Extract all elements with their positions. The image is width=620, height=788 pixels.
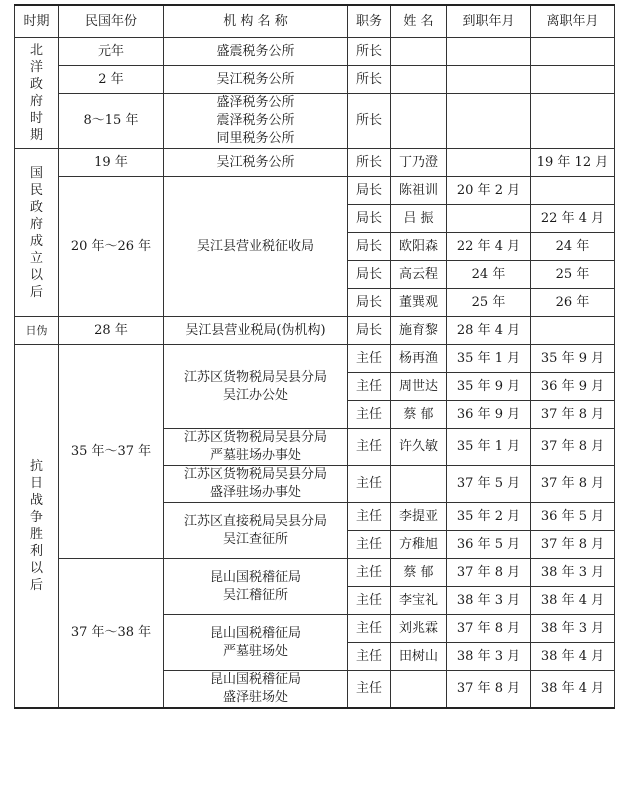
end-cell xyxy=(531,177,615,205)
header-period: 时期 xyxy=(15,5,59,38)
name-cell: 施育黎 xyxy=(391,317,447,345)
end-cell: 37 年 8 月 xyxy=(531,466,615,503)
start-cell: 38 年 3 月 xyxy=(447,643,531,671)
start-cell: 35 年 1 月 xyxy=(447,345,531,373)
name-cell: 欧阳森 xyxy=(391,233,447,261)
start-cell: 37 年 8 月 xyxy=(447,671,531,709)
period-cell: 日伪 xyxy=(15,317,59,345)
header-start: 到职年月 xyxy=(447,5,531,38)
year-cell: 35 年～37 年 xyxy=(59,345,164,559)
post-cell: 局长 xyxy=(348,289,391,317)
post-cell: 所长 xyxy=(348,149,391,177)
start-cell: 28 年 4 月 xyxy=(447,317,531,345)
org-cell: 江苏区直接税局吴县分局 吴江查征所 xyxy=(164,503,348,559)
name-cell: 方稚旭 xyxy=(391,531,447,559)
start-cell xyxy=(447,94,531,149)
start-cell: 38 年 3 月 xyxy=(447,587,531,615)
period-cell: 抗日战争胜利以后 xyxy=(15,345,59,709)
year-cell: 20 年～26 年 xyxy=(59,177,164,317)
start-cell: 35 年 2 月 xyxy=(447,503,531,531)
year-cell: 元年 xyxy=(59,38,164,66)
name-cell: 丁乃澄 xyxy=(391,149,447,177)
post-cell: 局长 xyxy=(348,233,391,261)
name-cell: 蔡 郁 xyxy=(391,559,447,587)
post-cell: 局长 xyxy=(348,317,391,345)
name-cell xyxy=(391,66,447,94)
header-post: 职务 xyxy=(348,5,391,38)
name-cell: 田树山 xyxy=(391,643,447,671)
header-name: 姓 名 xyxy=(391,5,447,38)
name-cell: 高云程 xyxy=(391,261,447,289)
org-cell: 吴江税务公所 xyxy=(164,66,348,94)
post-cell: 所长 xyxy=(348,94,391,149)
org-cell: 江苏区货物税局吴县分局 盛泽驻场办事处 xyxy=(164,466,348,503)
start-cell: 37 年 8 月 xyxy=(447,559,531,587)
table-row xyxy=(15,345,615,373)
org-cell: 江苏区货物税局吴县分局 严墓驻场办事处 xyxy=(164,429,348,466)
post-cell: 主任 xyxy=(348,559,391,587)
name-cell: 李提亚 xyxy=(391,503,447,531)
name-cell: 陈祖训 xyxy=(391,177,447,205)
name-cell: 周世达 xyxy=(391,373,447,401)
post-cell: 主任 xyxy=(348,615,391,643)
start-cell: 35 年 9 月 xyxy=(447,373,531,401)
table-row xyxy=(15,317,615,345)
start-cell: 20 年 2 月 xyxy=(447,177,531,205)
period-cell: 北洋政府时期 xyxy=(15,38,59,149)
org-cell: 昆山国税稽征局 严墓驻场处 xyxy=(164,615,348,671)
post-cell: 主任 xyxy=(348,503,391,531)
post-cell: 主任 xyxy=(348,401,391,429)
post-cell: 所长 xyxy=(348,38,391,66)
org-cell: 吴江县营业税局(伪机构) xyxy=(164,317,348,345)
post-cell: 主任 xyxy=(348,531,391,559)
header-row xyxy=(15,5,615,38)
name-cell: 李宝礼 xyxy=(391,587,447,615)
start-cell: 36 年 5 月 xyxy=(447,531,531,559)
post-cell: 主任 xyxy=(348,429,391,466)
post-cell: 主任 xyxy=(348,643,391,671)
name-cell xyxy=(391,94,447,149)
start-cell: 37 年 5 月 xyxy=(447,466,531,503)
end-cell: 36 年 5 月 xyxy=(531,503,615,531)
end-cell xyxy=(531,94,615,149)
header-end: 离职年月 xyxy=(531,5,615,38)
post-cell: 主任 xyxy=(348,587,391,615)
end-cell: 36 年 9 月 xyxy=(531,373,615,401)
table-row xyxy=(15,149,615,177)
org-cell: 吴江县营业税征收局 xyxy=(164,177,348,317)
name-cell xyxy=(391,671,447,709)
end-cell: 25 年 xyxy=(531,261,615,289)
post-cell: 主任 xyxy=(348,466,391,503)
start-cell xyxy=(447,205,531,233)
org-cell: 昆山国税稽征局 吴江稽征所 xyxy=(164,559,348,615)
start-cell: 35 年 1 月 xyxy=(447,429,531,466)
start-cell: 25 年 xyxy=(447,289,531,317)
end-cell: 38 年 3 月 xyxy=(531,615,615,643)
end-cell: 26 年 xyxy=(531,289,615,317)
org-cell: 吴江税务公所 xyxy=(164,149,348,177)
name-cell: 刘兆霖 xyxy=(391,615,447,643)
org-cell: 昆山国税稽征局 盛泽驻场处 xyxy=(164,671,348,709)
name-cell: 吕 振 xyxy=(391,205,447,233)
header-year: 民国年份 xyxy=(59,5,164,38)
start-cell: 36 年 9 月 xyxy=(447,401,531,429)
start-cell: 24 年 xyxy=(447,261,531,289)
end-cell: 35 年 9 月 xyxy=(531,345,615,373)
table-row xyxy=(15,177,615,205)
table-row xyxy=(15,94,615,149)
year-cell: 37 年～38 年 xyxy=(59,559,164,709)
end-cell: 37 年 8 月 xyxy=(531,531,615,559)
name-cell xyxy=(391,466,447,503)
post-cell: 所长 xyxy=(348,66,391,94)
post-cell: 主任 xyxy=(348,373,391,401)
end-cell: 24 年 xyxy=(531,233,615,261)
post-cell: 局长 xyxy=(348,177,391,205)
end-cell: 38 年 4 月 xyxy=(531,671,615,709)
end-cell xyxy=(531,317,615,345)
post-cell: 局长 xyxy=(348,205,391,233)
start-cell xyxy=(447,149,531,177)
name-cell: 杨再渔 xyxy=(391,345,447,373)
end-cell xyxy=(531,66,615,94)
name-cell: 董巽观 xyxy=(391,289,447,317)
table-row xyxy=(15,559,615,587)
org-cell: 盛震税务公所 xyxy=(164,38,348,66)
start-cell: 22 年 4 月 xyxy=(447,233,531,261)
name-cell: 许久敏 xyxy=(391,429,447,466)
org-cell: 江苏区货物税局吴县分局 吴江办公处 xyxy=(164,345,348,429)
start-cell: 37 年 8 月 xyxy=(447,615,531,643)
org-cell: 盛泽税务公所 震泽税务公所 同里税务公所 xyxy=(164,94,348,149)
end-cell: 22 年 4 月 xyxy=(531,205,615,233)
year-cell: 8～15 年 xyxy=(59,94,164,149)
post-cell: 主任 xyxy=(348,345,391,373)
end-cell xyxy=(531,38,615,66)
header-org: 机 构 名 称 xyxy=(164,5,348,38)
post-cell: 主任 xyxy=(348,671,391,709)
tax-office-table xyxy=(14,4,615,709)
table-row xyxy=(15,38,615,66)
start-cell xyxy=(447,66,531,94)
name-cell xyxy=(391,38,447,66)
end-cell: 38 年 4 月 xyxy=(531,643,615,671)
year-cell: 28 年 xyxy=(59,317,164,345)
table-row xyxy=(15,66,615,94)
start-cell xyxy=(447,38,531,66)
period-cell: 国民政府成立以后 xyxy=(15,149,59,317)
name-cell: 蔡 郁 xyxy=(391,401,447,429)
end-cell: 38 年 3 月 xyxy=(531,559,615,587)
year-cell: 2 年 xyxy=(59,66,164,94)
end-cell: 37 年 8 月 xyxy=(531,401,615,429)
end-cell: 38 年 4 月 xyxy=(531,587,615,615)
year-cell: 19 年 xyxy=(59,149,164,177)
end-cell: 37 年 8 月 xyxy=(531,429,615,466)
end-cell: 19 年 12 月 xyxy=(531,149,615,177)
post-cell: 局长 xyxy=(348,261,391,289)
